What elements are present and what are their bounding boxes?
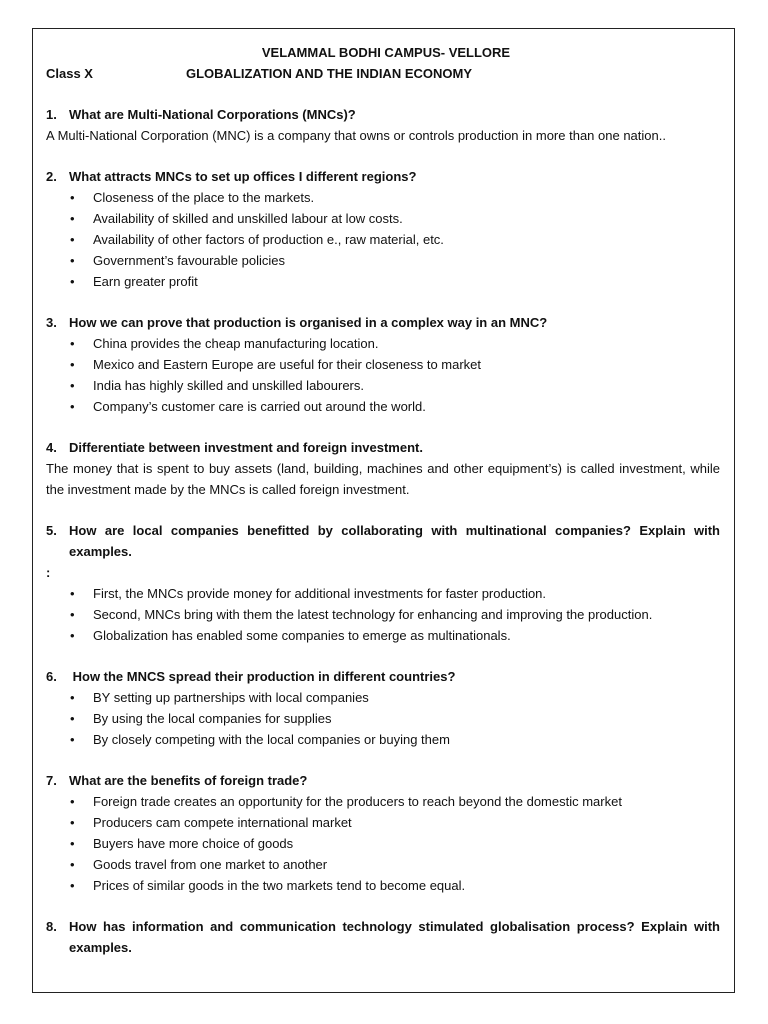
bullet-icon: •: [70, 211, 75, 226]
question-4: [46, 437, 720, 458]
spacer: [46, 500, 720, 520]
spacer: [46, 146, 720, 166]
list-item: • Availability of skilled and unskilled labour at low costs.: [46, 208, 720, 229]
bullet-icon: •: [70, 836, 75, 851]
list-item: • Mexico and Eastern Europe are useful for their closeness to market: [46, 354, 720, 375]
list-item: • Availability of other factors of production e., raw material, etc.: [46, 229, 720, 250]
answer-7-list: [46, 791, 720, 896]
document-body: [46, 42, 720, 958]
bullet-icon: •: [70, 399, 75, 414]
question-2: [46, 166, 720, 187]
question-number: 7.: [46, 773, 57, 788]
question-number: 6.: [46, 669, 57, 684]
list-item: • By using the local companies for supplies: [46, 708, 720, 729]
spacer: [46, 750, 720, 770]
question-text: Differentiate between investment and foreign investment.: [69, 440, 423, 455]
spacer: [46, 646, 720, 666]
question-text: How we can prove that production is organised in a complex way in an MNC?: [69, 315, 548, 330]
bullet-icon: •: [70, 378, 75, 393]
question-7: [46, 770, 720, 791]
answer-6-list: [46, 687, 720, 750]
question-number: 3.: [46, 315, 57, 330]
question-text: What attracts MNCs to set up offices I different regions?: [69, 169, 417, 184]
question-text: What are the benefits of foreign trade?: [69, 773, 308, 788]
list-item: • India has highly skilled and unskilled labourers.: [46, 375, 720, 396]
question-3: [46, 312, 720, 333]
bullet-icon: •: [70, 690, 75, 705]
question-5: [46, 520, 720, 562]
list-item: • Producers cam compete international market: [46, 812, 720, 833]
answer-3-list: [46, 333, 720, 417]
question-8: [46, 916, 720, 958]
question-text: How are local companies benefitted by collaborating with multinational companies? Explain with examples.: [69, 523, 720, 559]
bullet-icon: •: [70, 815, 75, 830]
list-item: • Buyers have more choice of goods: [46, 833, 720, 854]
bullet-icon: •: [70, 253, 75, 268]
list-item: • Government’s favourable policies: [46, 250, 720, 271]
bullet-icon: •: [70, 628, 75, 643]
bullet-icon: •: [70, 274, 75, 289]
question-number: 8.: [46, 919, 57, 934]
list-item: • Earn greater profit: [46, 271, 720, 292]
bullet-icon: •: [70, 586, 75, 601]
bullet-icon: •: [70, 357, 75, 372]
question-number: 2.: [46, 169, 57, 184]
answer-5-list: [46, 583, 720, 646]
list-item: • Globalization has enabled some companies to emerge as multinationals.: [46, 625, 720, 646]
question-text: How has information and communication technology stimulated globalisation process? Explain with examples.: [69, 919, 720, 955]
class-header-row: [46, 63, 720, 84]
class-label: Class X: [46, 66, 93, 81]
question-6: [46, 666, 720, 687]
bullet-icon: •: [70, 794, 75, 809]
bullet-icon: •: [70, 190, 75, 205]
school-title: VELAMMAL BODHI CAMPUS- VELLORE: [261, 45, 511, 60]
question-text: How the MNCS spread their production in different countries?: [69, 669, 456, 684]
spacer: [46, 292, 720, 312]
answer-2-list: [46, 187, 720, 292]
answer-5-colon: :: [46, 565, 51, 580]
spacer: [46, 417, 720, 437]
bullet-icon: •: [70, 607, 75, 622]
list-item: • By closely competing with the local companies or buying them: [46, 729, 720, 750]
bullet-icon: •: [70, 711, 75, 726]
list-item: • First, the MNCs provide money for additional investments for faster production.: [46, 583, 720, 604]
list-item: • Foreign trade creates an opportunity for the producers to reach beyond the domestic market: [46, 791, 720, 812]
bullet-icon: •: [70, 878, 75, 893]
answer-1: A Multi-National Corporation (MNC) is a company that owns or controls production in more than one nation..: [46, 128, 666, 143]
question-number: 1.: [46, 107, 57, 122]
list-item: • Goods travel from one market to another: [46, 854, 720, 875]
question-number: 5.: [46, 523, 57, 538]
list-item: • Company’s customer care is carried out around the world.: [46, 396, 720, 417]
question-1: [46, 104, 720, 125]
list-item: • Second, MNCs bring with them the latest technology for enhancing and improving the production.: [46, 604, 720, 625]
question-text: What are Multi-National Corporations (MNCs)?: [69, 107, 356, 122]
bullet-icon: •: [70, 232, 75, 247]
spacer: [46, 84, 720, 104]
list-item: • Closeness of the place to the markets.: [46, 187, 720, 208]
list-item: • Prices of similar goods in the two markets tend to become equal.: [46, 875, 720, 896]
bullet-icon: •: [70, 732, 75, 747]
question-number: 4.: [46, 440, 57, 455]
subject-title: GLOBALIZATION AND THE INDIAN ECONOMY: [186, 66, 472, 81]
bullet-icon: •: [70, 336, 75, 351]
spacer: [46, 896, 720, 916]
list-item: • BY setting up partnerships with local companies: [46, 687, 720, 708]
list-item: • China provides the cheap manufacturing location.: [46, 333, 720, 354]
bullet-icon: •: [70, 857, 75, 872]
answer-4: The money that is spent to buy assets (land, building, machines and other equipment’s) is called investment, while the investment made by the MNCs is called foreign investment.: [46, 461, 720, 497]
